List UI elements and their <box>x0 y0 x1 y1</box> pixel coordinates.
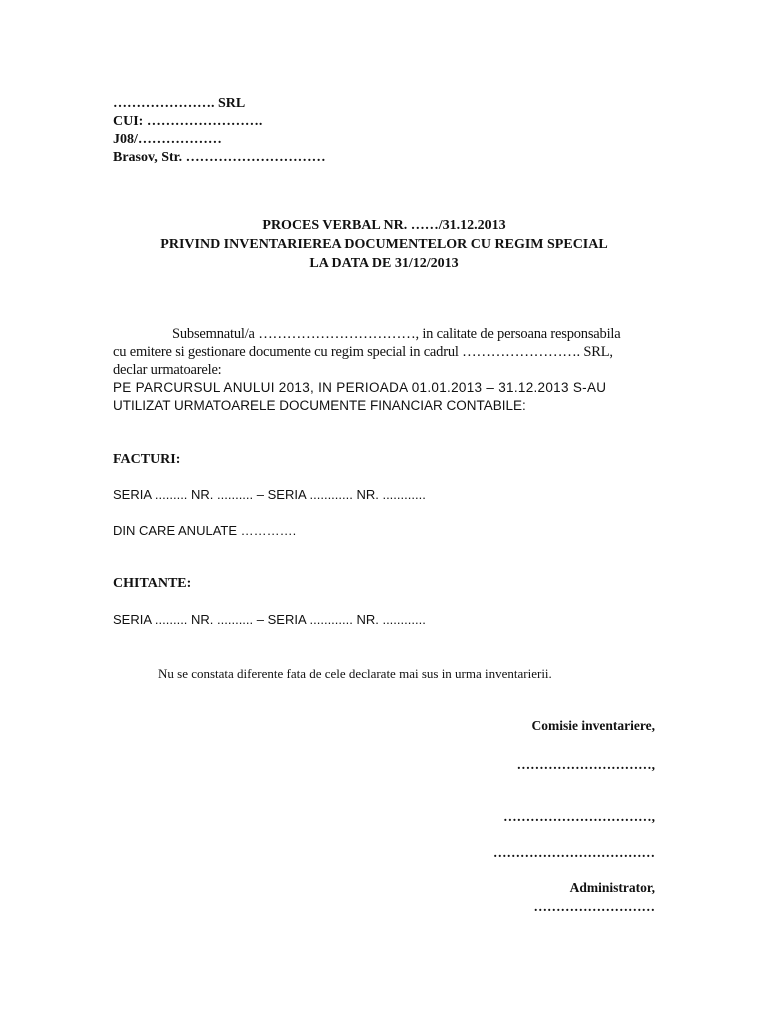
declaration-line3: declar urmatoarele: <box>113 362 222 378</box>
commission-label: Comisie inventariere, <box>531 718 655 733</box>
chitante-heading: CHITANTE: <box>113 576 192 591</box>
company-name: …………………. SRL <box>113 96 246 111</box>
company-registry: J08/……………… <box>113 132 222 147</box>
commission-signature-line2: ……………………………, <box>503 809 655 824</box>
declaration-line5: UTILIZAT URMATOARELE DOCUMENTE FINANCIAR CONTABILE: <box>113 398 526 413</box>
document-title-line3: LA DATA DE 31/12/2013 <box>309 256 459 271</box>
company-cui: CUI: ……………………. <box>113 114 263 129</box>
administrator-label: Administrator, <box>569 880 655 895</box>
commission-signature-line1: …………………………, <box>516 757 655 772</box>
facturi-series-line: SERIA ......... NR. .......... – SERIA ............ NR. ............ <box>113 487 426 502</box>
commission-signature-line3: ……………………………… <box>493 845 655 860</box>
chitante-series-line: SERIA ......... NR. .......... – SERIA ............ NR. ............ <box>113 612 426 627</box>
facturi-cancelled-line: DIN CARE ANULATE …………. <box>113 523 297 538</box>
inventory-statement: Nu se constata diferente fata de cele declarate mai sus in urma inventarierii. <box>158 666 552 681</box>
company-address: Brasov, Str. ………………………… <box>113 150 326 165</box>
administrator-signature-line: ……………………… <box>533 899 655 914</box>
document-title-line2: PRIVIND INVENTARIEREA DOCUMENTELOR CU REGIM SPECIAL <box>160 237 608 252</box>
facturi-heading: FACTURI: <box>113 452 181 467</box>
document-title-line1: PROCES VERBAL NR. ……/31.12.2013 <box>262 218 506 233</box>
declaration-line1: Subsemnatul/a ……………………………, in calitate de persoana responsabila <box>172 326 621 342</box>
declaration-line4: PE PARCURSUL ANULUI 2013, IN PERIOADA 01.01.2013 – 31.12.2013 S-AU <box>113 380 607 395</box>
declaration-line2: cu emitere si gestionare documente cu regim special in cadrul ……………………. SRL, <box>113 344 613 360</box>
